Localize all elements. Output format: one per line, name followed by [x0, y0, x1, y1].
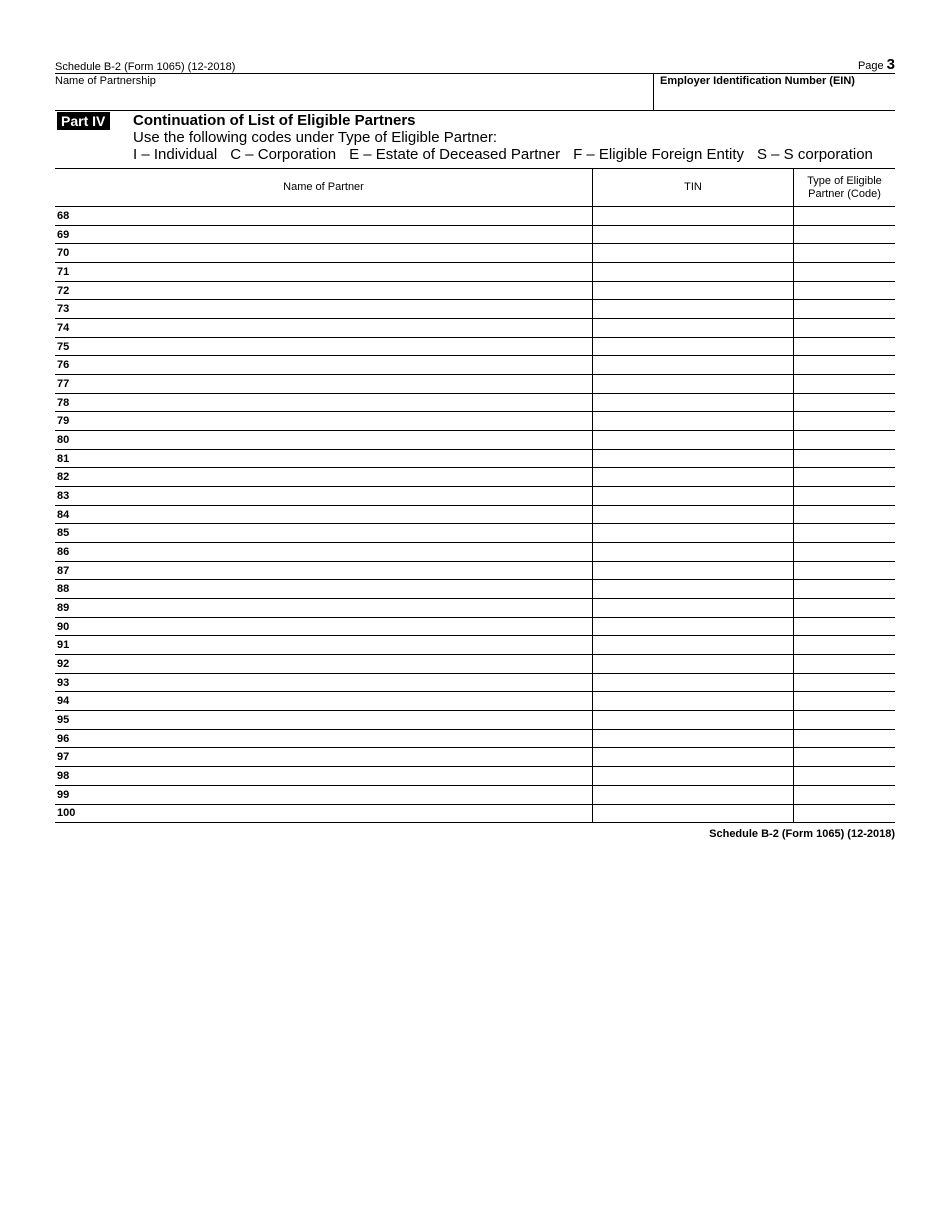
tin-cell[interactable]: [593, 711, 794, 730]
partner-type-cell[interactable]: [794, 599, 896, 618]
partner-type-cell[interactable]: [794, 337, 896, 356]
partnership-info-row: [55, 74, 895, 111]
partner-type-cell[interactable]: [794, 655, 896, 674]
partner-type-cell[interactable]: [794, 785, 896, 804]
partner-type-cell[interactable]: [794, 580, 896, 599]
table-row: [55, 524, 895, 543]
partner-name-cell[interactable]: [55, 505, 593, 524]
partner-name-cell[interactable]: [55, 804, 593, 823]
tin-cell[interactable]: [593, 487, 794, 506]
partner-type-cell[interactable]: [794, 281, 896, 300]
table-row: [55, 225, 895, 244]
partner-type-cell[interactable]: [794, 804, 896, 823]
partner-name-cell[interactable]: [55, 729, 593, 748]
table-row: [55, 207, 895, 226]
tin-cell[interactable]: [593, 300, 794, 319]
partnership-name-label: Name of Partnership: [55, 75, 156, 87]
partner-name-cell[interactable]: [55, 393, 593, 412]
row-number: 68: [57, 209, 70, 222]
row-number: 99: [57, 788, 70, 801]
table-row: [55, 356, 895, 375]
page-number: 3: [886, 56, 895, 73]
partner-name-cell[interactable]: [55, 412, 593, 431]
ein-label: Employer Identification Number (EIN): [660, 75, 855, 87]
partner-name-cell[interactable]: [55, 580, 593, 599]
table-row: [55, 263, 895, 282]
partner-type-cell[interactable]: [794, 767, 896, 786]
column-header-type: Type of Eligible Partner (Code): [794, 169, 896, 207]
partner-type-cell[interactable]: [794, 692, 896, 711]
tin-cell[interactable]: [593, 207, 794, 226]
row-number: 87: [57, 564, 70, 577]
partner-type-code: I – Individual: [133, 146, 218, 163]
partner-name-cell[interactable]: [55, 468, 593, 487]
partner-name-cell[interactable]: [55, 300, 593, 319]
tin-cell[interactable]: [593, 412, 794, 431]
partner-name-cell[interactable]: [55, 655, 593, 674]
partner-type-cell[interactable]: [794, 244, 896, 263]
table-row: [55, 319, 895, 338]
row-number: 93: [57, 676, 70, 689]
row-number: 73: [57, 303, 70, 316]
row-number: 100: [57, 807, 76, 820]
table-row: [55, 449, 895, 468]
partner-name-cell[interactable]: [55, 785, 593, 804]
partner-name-cell[interactable]: [55, 599, 593, 618]
column-header-tin: TIN: [593, 169, 794, 207]
table-row: [55, 804, 895, 823]
partner-name-cell[interactable]: [55, 692, 593, 711]
tin-cell[interactable]: [593, 636, 794, 655]
table-row: [55, 636, 895, 655]
row-number: 86: [57, 545, 70, 558]
part-instruction: Use the following codes under Type of Eligible Partner:: [133, 129, 498, 146]
partner-type-cell[interactable]: [794, 487, 896, 506]
partner-name-cell[interactable]: [55, 636, 593, 655]
row-number: 72: [57, 284, 70, 297]
partner-type-cell[interactable]: [794, 449, 896, 468]
table-row: [55, 468, 895, 487]
partner-name-cell[interactable]: [55, 543, 593, 562]
partner-name-cell[interactable]: [55, 673, 593, 692]
table-row: [55, 561, 895, 580]
tin-cell[interactable]: [593, 505, 794, 524]
partner-name-cell[interactable]: [55, 561, 593, 580]
table-row: [55, 617, 895, 636]
table-row: [55, 375, 895, 394]
row-number: 95: [57, 713, 70, 726]
partner-type-cell[interactable]: [794, 617, 896, 636]
tin-cell[interactable]: [593, 524, 794, 543]
tin-cell[interactable]: [593, 449, 794, 468]
partner-type-cell[interactable]: [794, 748, 896, 767]
table-row: [55, 692, 895, 711]
partner-type-cell[interactable]: [794, 263, 896, 282]
table-row: [55, 673, 895, 692]
partner-name-cell[interactable]: [55, 281, 593, 300]
part-title: Continuation of List of Eligible Partners: [133, 112, 416, 129]
tin-cell[interactable]: [593, 692, 794, 711]
table-row: [55, 412, 895, 431]
row-number: 84: [57, 508, 70, 521]
part-tag: Part IV: [57, 112, 110, 130]
tin-cell[interactable]: [593, 281, 794, 300]
row-number: 75: [57, 340, 70, 353]
row-number: 77: [57, 377, 70, 390]
partner-name-cell[interactable]: [55, 449, 593, 468]
tin-cell[interactable]: [593, 543, 794, 562]
tin-cell[interactable]: [593, 431, 794, 450]
partner-name-cell[interactable]: [55, 207, 593, 226]
row-number: 69: [57, 228, 70, 241]
partner-name-cell[interactable]: [55, 767, 593, 786]
partner-name-cell[interactable]: [55, 711, 593, 730]
partner-type-code: C – Corporation: [230, 146, 337, 163]
table-row: [55, 748, 895, 767]
row-number: 81: [57, 452, 70, 465]
row-number: 91: [57, 639, 70, 652]
tin-cell[interactable]: [593, 319, 794, 338]
table-row: [55, 785, 895, 804]
table-row: [55, 711, 895, 730]
partner-type-cell[interactable]: [794, 319, 896, 338]
footer-form-id: Schedule B-2 (Form 1065) (12-2018): [709, 828, 895, 841]
partner-type-cell[interactable]: [794, 673, 896, 692]
partnership-name-field[interactable]: [55, 74, 653, 110]
partner-name-cell[interactable]: [55, 617, 593, 636]
tin-cell[interactable]: [593, 599, 794, 618]
partner-name-cell[interactable]: [55, 337, 593, 356]
table-row: [55, 599, 895, 618]
tin-cell[interactable]: [593, 655, 794, 674]
tin-cell[interactable]: [593, 468, 794, 487]
row-number: 79: [57, 415, 70, 428]
tin-cell[interactable]: [593, 767, 794, 786]
partner-type-code: S – S corporation: [757, 146, 873, 163]
tin-cell[interactable]: [593, 580, 794, 599]
row-number: 85: [57, 527, 70, 540]
partner-type-cell[interactable]: [794, 543, 896, 562]
partner-name-cell[interactable]: [55, 375, 593, 394]
tin-cell[interactable]: [593, 785, 794, 804]
partner-type-cell[interactable]: [794, 207, 896, 226]
table-row: [55, 729, 895, 748]
partner-type-cell[interactable]: [794, 636, 896, 655]
table-row: [55, 393, 895, 412]
partner-type-codes: [133, 146, 895, 163]
row-number: 98: [57, 769, 70, 782]
tin-cell[interactable]: [593, 375, 794, 394]
row-number: 83: [57, 489, 70, 502]
part-iv-header: [55, 111, 895, 168]
partner-name-cell[interactable]: [55, 319, 593, 338]
row-number: 74: [57, 321, 70, 334]
partner-type-cell[interactable]: [794, 356, 896, 375]
row-number: 97: [57, 751, 70, 764]
tin-cell[interactable]: [593, 337, 794, 356]
partner-type-cell[interactable]: [794, 225, 896, 244]
tin-cell[interactable]: [593, 393, 794, 412]
partner-name-cell[interactable]: [55, 431, 593, 450]
partner-type-cell[interactable]: [794, 524, 896, 543]
eligible-partners-table: [55, 168, 895, 823]
form-page: [55, 55, 895, 840]
partner-type-cell[interactable]: [794, 729, 896, 748]
partner-type-cell[interactable]: [794, 375, 896, 394]
tin-cell[interactable]: [593, 729, 794, 748]
partner-name-cell[interactable]: [55, 263, 593, 282]
tin-cell[interactable]: [593, 673, 794, 692]
table-row: [55, 281, 895, 300]
row-number: 90: [57, 620, 70, 633]
partner-type-code: E – Estate of Deceased Partner: [349, 146, 561, 163]
page-label: Page: [857, 60, 884, 72]
partner-name-cell[interactable]: [55, 225, 593, 244]
table-row: [55, 244, 895, 263]
partner-type-cell[interactable]: [794, 300, 896, 319]
table-row: [55, 505, 895, 524]
tin-cell[interactable]: [593, 263, 794, 282]
row-number: 80: [57, 433, 70, 446]
column-header-name: Name of Partner: [55, 169, 593, 207]
partner-type-cell[interactable]: [794, 412, 896, 431]
partner-type-code: F – Eligible Foreign Entity: [573, 146, 744, 163]
table-row: [55, 767, 895, 786]
row-number: 71: [57, 265, 70, 278]
partner-type-cell[interactable]: [794, 393, 896, 412]
tin-cell[interactable]: [593, 356, 794, 375]
row-number: 88: [57, 583, 70, 596]
row-number: 92: [57, 657, 70, 670]
table-row: [55, 655, 895, 674]
form-header-line: [55, 55, 895, 74]
row-number: 96: [57, 732, 70, 745]
table-row: [55, 337, 895, 356]
row-number: 94: [57, 695, 70, 708]
row-number: 76: [57, 359, 70, 372]
partner-type-cell[interactable]: [794, 505, 896, 524]
partner-type-cell[interactable]: [794, 561, 896, 580]
partner-name-cell[interactable]: [55, 244, 593, 263]
row-number: 78: [57, 396, 70, 409]
row-number: 82: [57, 471, 70, 484]
partner-name-cell[interactable]: [55, 748, 593, 767]
partner-type-cell[interactable]: [794, 431, 896, 450]
table-row: [55, 487, 895, 506]
tin-cell[interactable]: [593, 225, 794, 244]
tin-cell[interactable]: [593, 748, 794, 767]
table-row: [55, 543, 895, 562]
page-indicator: [858, 56, 895, 73]
table-row: [55, 300, 895, 319]
partner-type-cell[interactable]: [794, 468, 896, 487]
partner-name-cell[interactable]: [55, 356, 593, 375]
row-number: 70: [57, 247, 70, 260]
tin-cell[interactable]: [593, 804, 794, 823]
table-row: [55, 431, 895, 450]
tin-cell[interactable]: [593, 617, 794, 636]
partner-name-cell[interactable]: [55, 524, 593, 543]
tin-cell[interactable]: [593, 561, 794, 580]
tin-cell[interactable]: [593, 244, 794, 263]
row-number: 89: [57, 601, 70, 614]
partner-name-cell[interactable]: [55, 487, 593, 506]
ein-field[interactable]: [653, 74, 895, 110]
partner-type-cell[interactable]: [794, 711, 896, 730]
form-id: Schedule B-2 (Form 1065) (12-2018): [55, 61, 236, 73]
table-row: [55, 580, 895, 599]
